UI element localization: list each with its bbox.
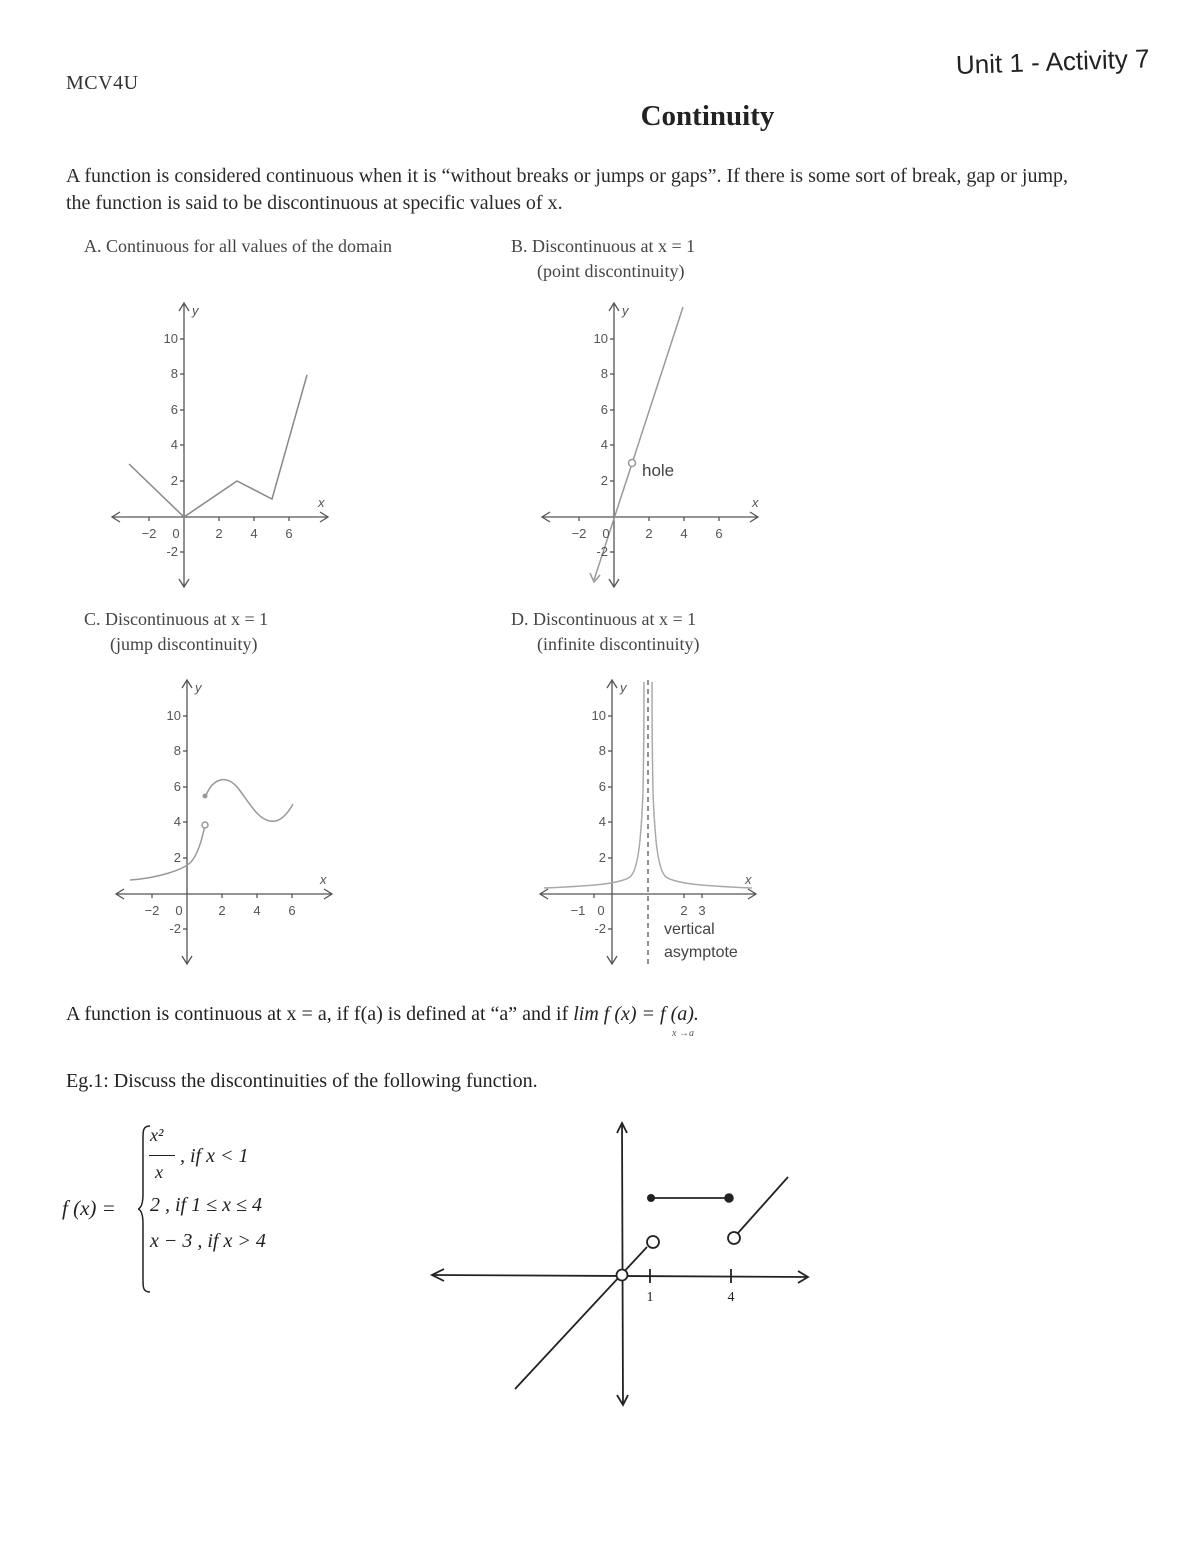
piece3: x − 3 , if x > 4 — [150, 1230, 266, 1252]
graph-c-open-endpoint — [202, 822, 208, 828]
graph-d-annotation-vertical: vertical — [664, 921, 715, 938]
graph-d-ytick-8: 8 — [598, 743, 606, 758]
graph-c-closed-endpoint — [203, 794, 208, 799]
piece1-fraction-bar — [149, 1155, 175, 1156]
graph-c-ytick-8: 8 — [173, 743, 181, 758]
continuity-definition — [66, 1003, 699, 1026]
graph-d-y-label: y — [620, 680, 627, 695]
graph-c-caption-text: C. Discontinuous at x = 1 — [84, 609, 269, 629]
graph-b-ytick-2: 2 — [600, 473, 608, 488]
course-code: MCV4U — [66, 72, 139, 94]
graph-a-ytick-10: 10 — [163, 331, 178, 346]
graph-c-xtick-6: 6 — [288, 903, 296, 918]
graph-b-xtick-neg2: −2 — [571, 526, 587, 541]
graph-c-xtick-4: 4 — [253, 903, 261, 918]
graph-a-caption — [84, 234, 392, 259]
graph-a-xtick-4: 4 — [250, 526, 258, 541]
graph-d-xtick-0: 0 — [597, 903, 605, 918]
sketch-line-x — [515, 1247, 647, 1389]
piece1-denominator: x — [155, 1162, 163, 1182]
graph-c-xtick-neg2: −2 — [144, 903, 160, 918]
graph-b-ytick-8: 8 — [600, 366, 608, 381]
graph-a-ytick-8: 8 — [170, 366, 178, 381]
page-title: Continuity — [640, 100, 775, 132]
graph-d-right-branch — [652, 682, 752, 888]
graph-d-infinite-discontinuity — [530, 672, 770, 972]
graph-b-ytick-10: 10 — [593, 331, 608, 346]
graph-a-ytick-6: 6 — [170, 402, 178, 417]
graph-c-caption — [84, 607, 268, 657]
graph-d-ytick-4: 4 — [598, 814, 606, 829]
graph-a-xtick-neg2: −2 — [141, 526, 157, 541]
graph-c-y-label: y — [195, 680, 202, 695]
graph-d-xtick-neg1: −1 — [570, 903, 586, 918]
definition-limit: lim f (x) = f (a). — [573, 1003, 699, 1025]
sketch-dot-x4 — [725, 1194, 733, 1202]
graph-c-right-piece — [205, 780, 293, 822]
graph-a-continuous — [100, 295, 340, 595]
piece1-numerator: x² — [150, 1125, 164, 1145]
graph-a-caption-text: A. Continuous for all values of the domain — [84, 236, 392, 256]
graph-b-xtick-0: 0 — [602, 526, 610, 541]
graph-c-xtick-2: 2 — [218, 903, 226, 918]
graph-b-subcaption: (point discontinuity) — [537, 261, 685, 281]
sketch-dot-x1 — [647, 1194, 655, 1202]
graph-a-xtick-0: 0 — [172, 526, 180, 541]
graph-c-xtick-0: 0 — [175, 903, 183, 918]
graph-a-x-label: x — [318, 495, 325, 510]
graph-b-hole-label: hole — [642, 461, 675, 480]
graph-c-ytick-2: 2 — [173, 850, 181, 865]
graph-d-caption-text: D. Discontinuous at x = 1 — [511, 609, 697, 629]
sketch-tick-1: 1 — [646, 1290, 654, 1305]
graph-b-ytick-neg2: -2 — [596, 544, 608, 559]
graph-b-caption-text: B. Discontinuous at x = 1 — [511, 236, 696, 256]
graph-b-y-label: y — [622, 303, 629, 318]
graph-d-xtick-2: 2 — [680, 903, 688, 918]
definition-limit-subscript: x →a — [672, 1028, 694, 1039]
graph-c-x-label: x — [320, 872, 327, 887]
sketch-hole-x4 — [728, 1232, 740, 1244]
graph-a-xtick-2: 2 — [215, 526, 223, 541]
graph-b-caption — [511, 234, 695, 284]
unit-label: Unit 1 - Activity 7 — [955, 43, 1151, 80]
graph-d-subcaption: (infinite discontinuity) — [537, 634, 700, 654]
graph-b-xtick-2: 2 — [645, 526, 653, 541]
piece2: 2 , if 1 ≤ x ≤ 4 — [150, 1194, 262, 1216]
graph-b-xtick-6: 6 — [715, 526, 723, 541]
example-label: Eg.1: Discuss the discontinuities of the following function. — [66, 1070, 538, 1092]
graph-b-x-label: x — [752, 495, 759, 510]
example-sketch — [420, 1115, 830, 1415]
graph-d-ytick-neg2: -2 — [594, 921, 606, 936]
graph-b-ytick-6: 6 — [600, 402, 608, 417]
graph-a-ytick-4: 4 — [170, 437, 178, 452]
graph-d-annotation-asymptote: asymptote — [664, 944, 738, 961]
graph-b-xtick-4: 4 — [680, 526, 688, 541]
graph-d-ytick-10: 10 — [591, 708, 606, 723]
graph-d-xtick-3: 3 — [698, 903, 706, 918]
definition-text: A function is continuous at x = a, if f(a) is defined at “a” and if — [66, 1003, 574, 1025]
sketch-hole-origin — [617, 1270, 628, 1281]
graph-c-ytick-10: 10 — [166, 708, 181, 723]
piece1-condition: , if x < 1 — [180, 1145, 249, 1167]
sketch-line-x-minus-3 — [738, 1177, 788, 1233]
graph-b-ytick-4: 4 — [600, 437, 608, 452]
sketch-hole-x1 — [647, 1236, 659, 1248]
graph-a-curve — [129, 375, 307, 517]
graph-c-ytick-6: 6 — [173, 779, 181, 794]
graph-c-jump-discontinuity — [108, 672, 348, 972]
graph-d-x-label: x — [745, 872, 752, 887]
graph-c-ytick-4: 4 — [173, 814, 181, 829]
graph-d-caption — [511, 607, 699, 657]
graph-a-xtick-6: 6 — [285, 526, 293, 541]
graph-c-ytick-neg2: -2 — [169, 921, 181, 936]
graph-a-ytick-neg2: -2 — [166, 544, 178, 559]
graph-a-ytick-2: 2 — [170, 473, 178, 488]
graph-c-left-piece — [130, 825, 205, 880]
sketch-tick-4: 4 — [727, 1290, 735, 1305]
intro-paragraph: A function is considered continuous when it is “without breaks or jumps or gaps”. If there is some sort of break, gap or jump, the function is said to be discontinuous at specific values of x. — [66, 165, 1069, 214]
graph-d-ytick-6: 6 — [598, 779, 606, 794]
piecewise-fx: f (x) = — [62, 1196, 116, 1220]
graph-b-point-discontinuity — [530, 295, 770, 595]
graph-c-subcaption: (jump discontinuity) — [110, 634, 258, 654]
graph-b-hole — [629, 460, 636, 467]
graph-a-y-label: y — [192, 303, 199, 318]
graph-d-ytick-2: 2 — [598, 850, 606, 865]
